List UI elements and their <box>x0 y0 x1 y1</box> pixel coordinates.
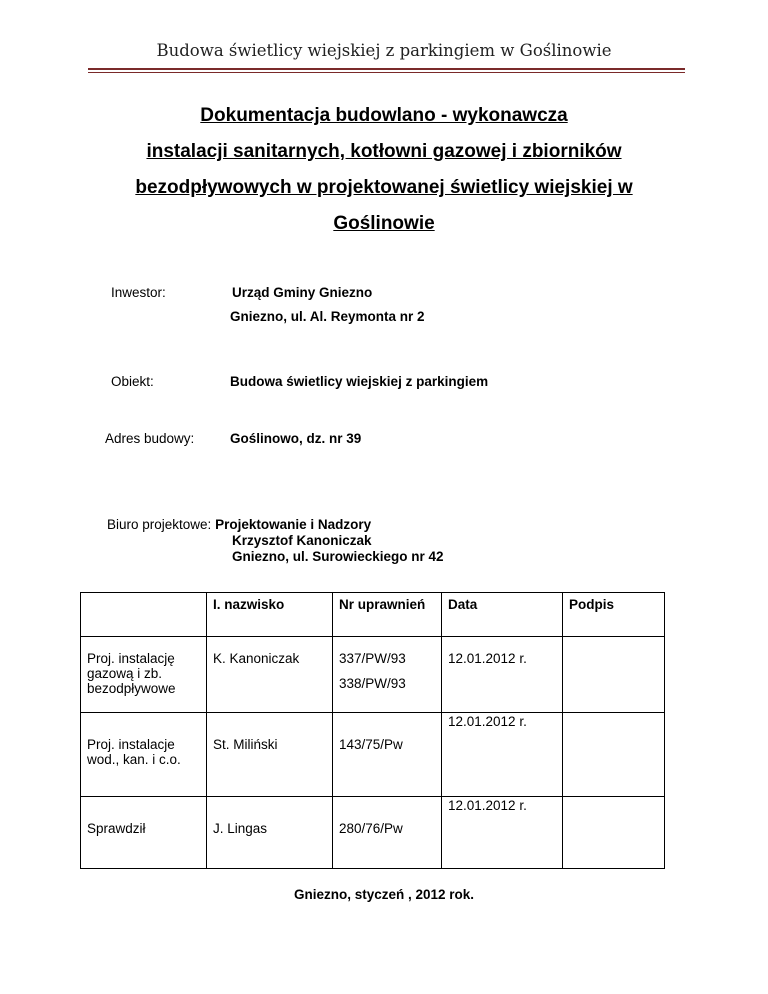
adres-label: Adres budowy: <box>105 431 195 446</box>
header-cell-nr: Nr uprawnień <box>333 593 442 637</box>
header-cell-date: Data <box>442 593 563 637</box>
name-cell: K. Kanoniczak <box>207 637 333 713</box>
name-cell: J. Lingas <box>207 797 333 869</box>
header-divider <box>88 68 685 73</box>
header-cell-name: I. nazwisko <box>207 593 333 637</box>
header-cell-empty <box>81 593 207 637</box>
title-line-3: bezodpływowych w projektowanej świetlicy wiejskiej w <box>135 177 633 198</box>
table-row <box>81 637 665 713</box>
obiekt-value: Budowa świetlicy wiejskiej z parkingiem <box>230 374 489 389</box>
signature-cell <box>563 797 665 869</box>
inwestor-label: Inwestor: <box>111 285 166 300</box>
role-cell: Proj. instalację gazową i zb. bezodpływowe <box>81 637 207 713</box>
date-cell: 12.01.2012 r. <box>442 797 563 869</box>
title-line-2: instalacji sanitarnych, kotłowni gazowej i zbiorników <box>146 141 622 162</box>
role-cell: Sprawdził <box>81 797 207 869</box>
table-row <box>81 797 665 869</box>
table-row <box>81 713 665 797</box>
role-cell: Proj. instalacje wod., kan. i c.o. <box>81 713 207 797</box>
inwestor-address: Gniezno, ul. Al. Reymonta nr 2 <box>230 309 425 324</box>
title-line-1: Dokumentacja budowlano - wykonawcza <box>200 105 568 126</box>
date-cell: 12.01.2012 r. <box>442 637 563 713</box>
page-header-title: Budowa świetlicy wiejskiej z parkingiem w Goślinowie <box>156 41 612 60</box>
footer-place-date: Gniezno, styczeń , 2012 rok. <box>293 887 475 902</box>
biuro-label: Biuro projektowe: <box>107 517 212 532</box>
inwestor-name: Urząd Gminy Gniezno <box>232 285 373 300</box>
biuro-person: Krzysztof Kanoniczak <box>232 533 372 548</box>
nr-cell <box>333 637 442 713</box>
nr-value-1: 337/PW/93 <box>339 651 406 666</box>
signature-cell <box>563 637 665 713</box>
biuro-name: Projektowanie i Nadzory <box>215 517 372 532</box>
signature-cell <box>563 713 665 797</box>
biuro-address: Gniezno, ul. Surowieckiego nr 42 <box>232 549 444 564</box>
date-cell: 12.01.2012 r. <box>442 713 563 797</box>
adres-value: Goślinowo, dz. nr 39 <box>230 431 362 446</box>
title-line-4: Goślinowie <box>333 213 435 234</box>
nr-value-2: 338/PW/93 <box>339 676 406 691</box>
biuro-block <box>107 517 444 565</box>
obiekt-label: Obiekt: <box>111 374 154 389</box>
name-cell: St. Miliński <box>207 713 333 797</box>
signature-table <box>80 592 665 869</box>
header-cell-podpis: Podpis <box>563 593 665 637</box>
nr-cell: 143/75/Pw <box>333 713 442 797</box>
nr-cell: 280/76/Pw <box>333 797 442 869</box>
document-title <box>90 98 678 242</box>
